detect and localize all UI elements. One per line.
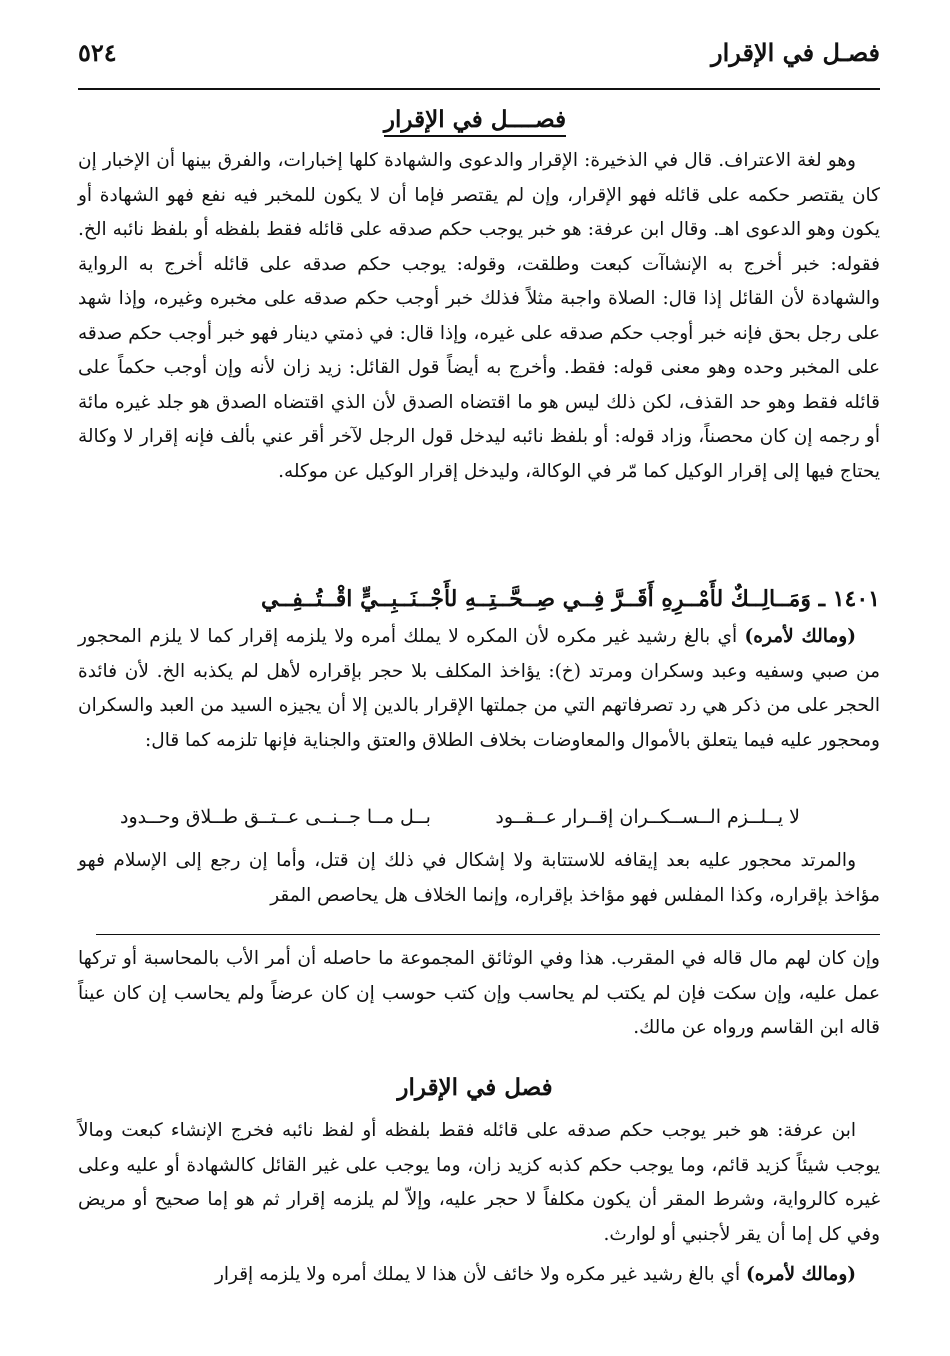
section2-paragraph-2: أي بالغ رشيد غير مكره ولا خائف لأن هذا لا يملك أمره ولا يلزمه إقرار	[214, 1264, 741, 1285]
page-number: ٥٢٤	[78, 38, 117, 67]
running-title: فصـل في الإقرار	[710, 38, 880, 67]
footnote-paragraph: وإن كان لهم مال قاله في المقرب. هذا وفي الوثائق المجموعة ما حاصله أن أمر الأب بالمحاسبة أو تركها عمل عليه، وإن سكت فإن لم يكتب لم يحاسب وإن كتب حوسب إن كان عرضاً ولم يحاسب إن كان عيناً قاله ابن القاسم ورواه عن مالك.	[78, 948, 880, 1038]
commentary-paragraph: أي بالغ رشيد غير مكره لأن المكره لا يملك أمره ولا يلزمه إقرار كما لا يلزم المحجور من صبي وسفيه وعبد وسكران ومرتد (خ): يؤاخذ المكلف بلا حجر بإقراره لأهل لم يكذبه الخ. لأن فائدة الحجر على من ذكر هي رد تصرفاتهم التي من جملتها الإقرار بالدين إلا أن يجيزه السيد من العبد والسكران ومحجور عليه فيما يتعلق بالأموال والمعاوضات بخلاف الطلاق والعتق والجناية فإنها تلزمه كما قال:	[78, 626, 880, 751]
section2-paragraph: ابن عرفة: هو خبر يوجب حكم صدقه على قائله فقط بلفظه أو لفظ نائبه فخرج الإنشاء كبعت ومالاً يوجب شيئاً كزيد قائم، وما يوجب حكم كذبه كزيد زان، وما يوجب على غير القائل كالشهادة أو عليه وعلى غيره كالرواية، وشرط المقر أن يكون مكلفاً لا حجر عليه، وإلاّ لم يلزمه إقرار ثم هو إما صحيح أو مريض وفي كل إما أن يقر لأجنبي أو لوارث.	[78, 1120, 880, 1245]
poem-hemistich-1: لا يــلــزم الــســكــران إقــرار عــقــود	[495, 806, 800, 828]
page-header	[78, 38, 880, 82]
header-rule	[78, 88, 880, 90]
verse-text: وَمَــالِــكٌ لأَمْــرِهِ أَقَــرَّ فِــي صِــحَّــتِــهِ لأَجْــنَــبِــيٍّ اقْــتُــفِــي	[261, 586, 811, 612]
poem-hemistich-2: بــل مــا جــنــى عــتــق طــلاق وحــدود	[120, 806, 431, 828]
section2-heading	[0, 1074, 950, 1101]
verse-line	[90, 586, 880, 612]
section2-lemma: (ومالك لأمره)	[745, 1264, 856, 1285]
main-paragraph: وهو لغة الاعتراف. قال في الذخيرة: الإقرار والدعوى والشهادة كلها إخبارات، والفرق بينها أن الإخبار إن كان يقتصر حكمه على قائله فهو الإقرار، وإن لم يقتصر فإما أن لا يكون للمخبر فيه نفع فهو الشهادة أو يكون وهو الدعوى اهـ. وقال ابن عرفة: هو خبر يوجب حكم صدقه على قائله فقط بلفظه أو بلفظ نائبه الخ. فقوله: خبر أخرج به الإنشاآت كبعت وطلقت، وقوله: يوجب حكم صدقه على قائله أخرج به الرواية والشهادة لأن القائل إذا قال: الصلاة واجبة مثلاً فذلك خبر أوجب حكم صدقه على مخبره وغيره، وإذا شهد على رجل بحق فإنه خبر أوجب حكم صدقه على غيره، وإذا قال: في ذمتي دينار فهو خبر أوجب حكم صدقه على المخبر وحده وهو معنى قوله: فقط. وأخرج به أيضاً قول القائل: زيد زان لأنه وإن أوجب حكماً على قائله فقط وهو حد القذف، لكن ذلك ليس هو ما اقتضاه الصدق لأن الذي اقتضاه الصدق هو جلد غيره مائة أو رجمه إن كان محصناً، وزاد قوله: أو بلفظ نائبه ليدخل قول الرجل لآخر أقر عني بألف فإنه إقرار لا وكالة يحتاج فيها إلى إقرار الوكيل كما مّر في الوكالة، وليدخل إقرار الوكيل عن موكله.	[78, 150, 880, 482]
footnote-block	[78, 942, 880, 1046]
section-heading-text: فصــــل في الإقرار	[384, 106, 566, 137]
commentary-paragraph-2: والمرتد محجور عليه بعد إيقافه للاستتابة ولا إشكال في ذلك إن قتل، وأما إن رجع إلى الإسلام فهو مؤاخذ بإقراره، وكذا المفلس فهو مؤاخذ بإقراره، وإنما الخلاف هل يحاصص المقر	[78, 850, 880, 906]
commentary-block	[78, 620, 880, 758]
footnote-rule	[96, 934, 880, 935]
poem-line	[120, 806, 800, 828]
commentary-lemma: (ومالك لأمره)	[744, 626, 856, 647]
section2-heading-text: فصل في الإقرار	[397, 1074, 553, 1101]
main-text-block	[78, 144, 880, 489]
section2-block	[78, 1114, 880, 1293]
verse-number: ١٤٠١ ـ	[818, 586, 880, 612]
section-heading	[0, 106, 950, 133]
commentary-continuation	[78, 844, 880, 913]
